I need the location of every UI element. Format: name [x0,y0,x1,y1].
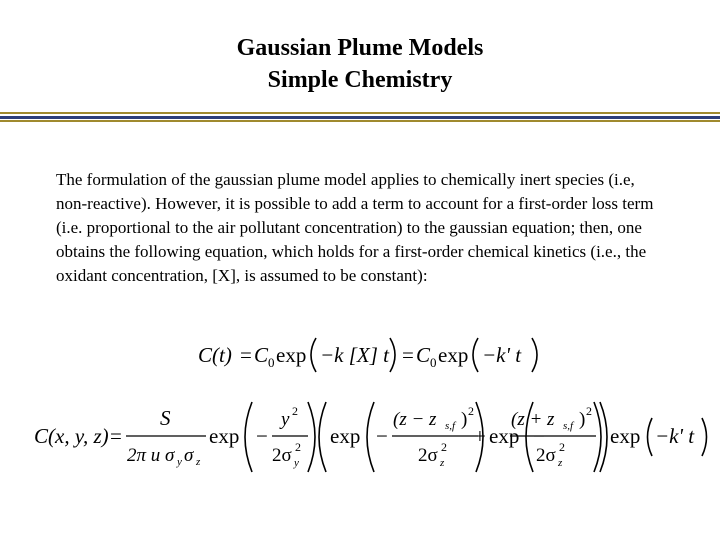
eq2-t1-den-sup: 2 [295,440,301,454]
eq1-paren-close-a [390,338,395,372]
eq2-den-sub-y: y [177,456,182,468]
eq1-arg-a: −k [X] t [320,343,389,367]
eq2-paren-open-big [319,402,326,472]
eq2-t2-num-sub: s,f [445,420,456,432]
eq2-den-sub-z: z [196,456,201,468]
eq2-t2-den-sup: 2 [441,440,447,454]
eq2-exp-4: exp [610,424,641,448]
eq1-equals-2: = [402,343,414,367]
title-line-1: Gaussian Plume Models [236,35,484,61]
eq2-plus: + [474,424,486,448]
eq2-exp-3: exp [489,424,520,448]
eq2-exp-2: exp [330,424,361,448]
eq1-lhs: C(t) [198,343,232,367]
eq2-paren-open-4 [648,418,653,456]
eq2-paren-close-3 [594,402,601,472]
eq2-exp-1: exp [209,424,240,448]
eq1-equals: = [240,343,252,367]
slide-title [0,32,720,96]
title-rule-gold-bottom [0,120,720,122]
title-rule-gold-top [0,112,720,114]
eq1-c0-a: C [254,343,269,367]
eq2-t1-num: y [281,409,290,430]
eq2-den-sigma-z: σ [184,445,194,466]
equation-first-order-decay [0,332,720,378]
eq2-t2-num-sup: 2 [468,404,474,418]
eq2-arg-4: −k' t [655,424,695,448]
eq2-t1-num-sup: 2 [292,404,298,418]
eq2-t2-den: 2σ [418,445,438,466]
body-paragraph: The formulation of the gaussian plume model applies to chemically inert species (i.e, non-reactive). However, it is possible to add a term to account for a first-order loss term (i.e. proportional to the air pollutant concentration) to the gaussian equation; then, one obtains the following equation, which holds for a first-order chemical kinetics (i.e., the oxidant concentration, [X], is assumed to be constant): [56,170,654,285]
eq2-lhs: C(x, y, z) [34,424,109,448]
eq1-paren-open-a [311,338,316,372]
eq2-t2-num-close: ) [461,409,468,430]
eq2-paren-open-2 [367,402,374,472]
eq1-exp-b: exp [438,343,469,367]
eq1-exp-a: exp [276,343,307,367]
eq2-minus-1: − [256,424,268,448]
eq1-arg-b: −k' t [482,343,522,367]
eq2-minus-3: − [533,424,545,448]
eq1-paren-close-b [532,338,537,372]
eq1-c0-b-sub: 0 [430,355,437,370]
eq2-paren-open-1 [245,402,252,472]
title-rule-navy [0,116,720,119]
eq2-minus-2: − [376,424,388,448]
eq2-t3-num-close: ) [579,409,586,430]
eq2-t2-den-sub: z [440,457,445,469]
eq2-t2-num: (z − z [393,409,437,430]
eq2-t1-den-sub: y [294,457,299,469]
eq2-paren-close-4 [702,418,707,456]
eq2-paren-close-1 [308,402,315,472]
eq2-equals: = [110,424,122,448]
eq2-t3-num: (z + z [511,409,555,430]
equation-gaussian-plume-with-decay [0,398,720,476]
eq2-t3-num-sub: s,f [563,420,574,432]
eq2-numerator-s: S [160,406,171,430]
eq2-t3-den: 2σ [536,445,556,466]
eq2-t3-den-sup: 2 [559,440,565,454]
eq2-t3-den-sub: z [558,457,563,469]
eq2-denominator: 2π u σ [127,445,175,466]
eq2-t3-num-sup: 2 [586,404,592,418]
eq1-c0-a-sub: 0 [268,355,275,370]
eq1-paren-open-b [473,338,478,372]
eq2-t1-den: 2σ [272,445,292,466]
title-line-2: Simple Chemistry [267,67,453,93]
eq1-c0-b: C [416,343,431,367]
